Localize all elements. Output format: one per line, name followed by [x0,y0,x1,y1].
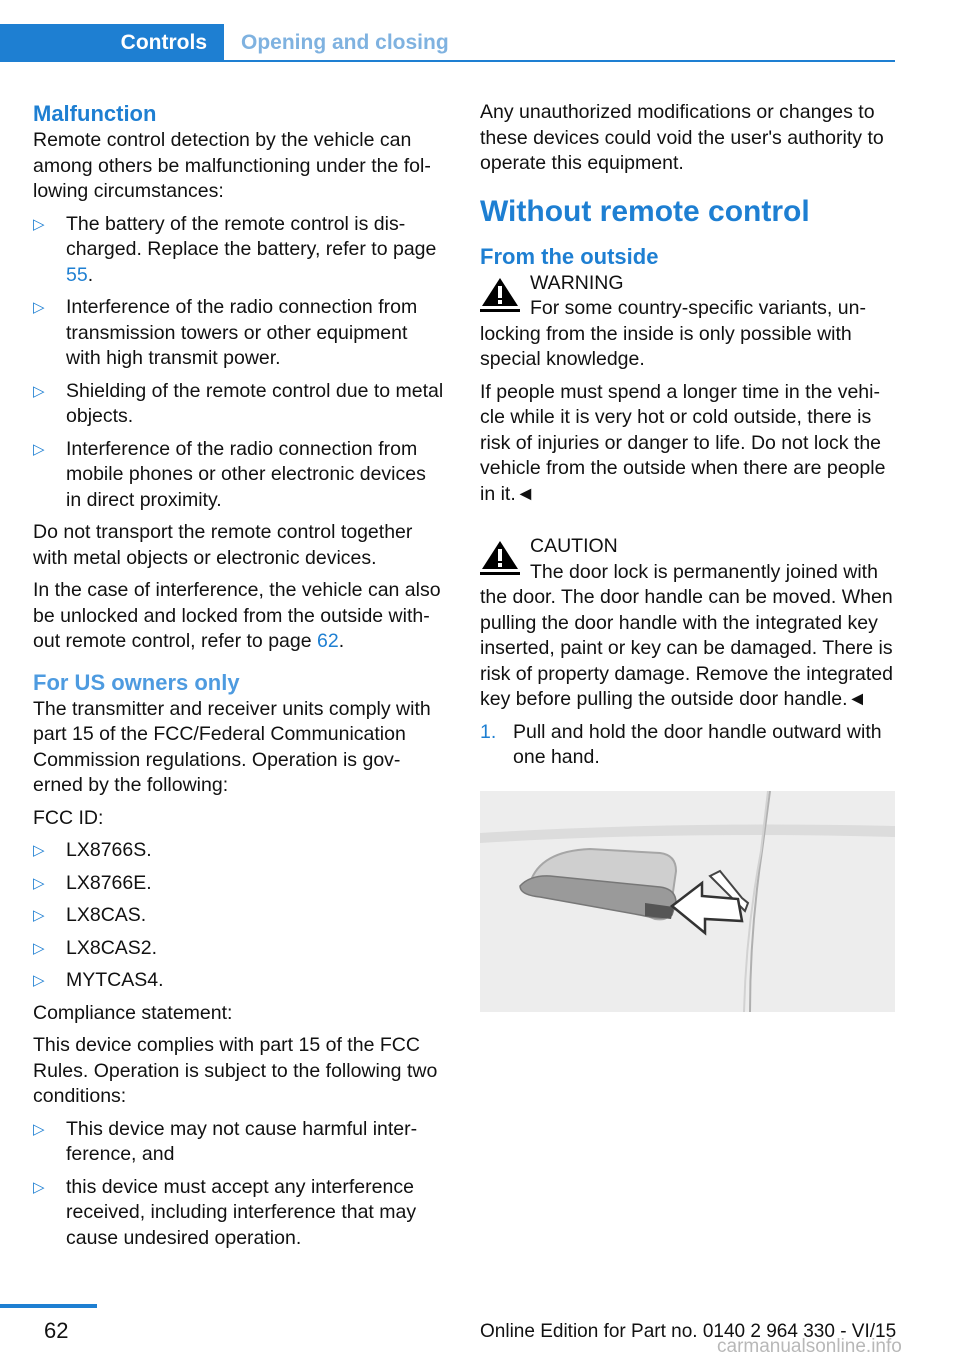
list-item-text: LX8766E. [66,871,152,894]
warning-triangle-icon [480,276,520,312]
page-link-55[interactable]: 55 [66,263,88,286]
list-item [33,1175,445,1252]
interference-text: In the case of interference, the vehicle can also be unlocked and locked from the outside with‐ out remote control, refer to page [33,579,441,652]
footer-rule [0,1304,97,1308]
chapter-header [0,24,895,62]
list-item [33,379,445,430]
list-item-text: Shielding of the remote control due to metal objects. [66,379,444,427]
list-item [33,437,445,514]
list-item [33,1117,445,1168]
bullet-triangle-icon: ▷ [33,440,45,458]
list-item [33,212,445,289]
bullet-triangle-icon: ▷ [33,215,45,233]
us-paragraph: The transmitter and receiver units comply with part 15 of the FCC/Federal Communication Commission regulations. Operation is gov‐ erned by the following: [33,697,431,796]
list-item [33,936,445,962]
caution-text-content: The door lock is permanently joined with the door. The door handle can be moved. When pulling the door handle with the integrated key inserted, paint or key can be damaged. There is risk of property damage. Remove the integrated key before pulling the outside door handle.◄ [480,560,893,710]
step-1 [480,720,896,771]
chapter-tab-controls[interactable] [0,24,224,62]
page-link-62[interactable]: 62 [317,630,339,652]
chapter-tab-label: Controls [120,31,207,54]
bullet-triangle-icon: ▷ [33,939,45,957]
list-item-text: this device must accept any interference received, including interference that may cause undesired operation. [66,1175,417,1249]
door-handle-illustration [480,791,895,1012]
bullet-triangle-icon: ▷ [33,382,45,400]
step-text: Pull and hold the door handle outward with one hand. [513,720,882,768]
warning-text [480,296,896,373]
list-item-text-end: . [87,263,94,286]
compliance-paragraph: This device complies with part 15 of the FCC Rules. Operation is subject to the following two conditions: [33,1034,438,1107]
list-item-text: LX8766S. [66,839,152,861]
list-item [33,871,445,897]
bullet-triangle-icon: ▷ [33,1178,45,1196]
us-owners-heading: For US owners only [33,669,240,695]
caution-label: CAUTION [530,535,618,557]
watermark: carmanualsonline.info [717,1336,902,1357]
list-item-text: This device may not cause harmful inter‐ ference, and [66,1117,418,1165]
malfunction-heading: Malfunction [33,101,157,126]
caution-text [480,560,896,713]
bullet-triangle-icon: ▷ [33,299,45,316]
compliance-label: Compliance statement: [33,1001,233,1024]
caution-notice [480,534,896,713]
section-tab-opening-closing[interactable]: Opening and closing [241,31,449,54]
list-item-text: LX8CAS. [66,904,147,926]
warning-text-content: For some country-specific variants, un‐ locking from the inside is only possible with special knowledge. [480,297,866,370]
subsection-heading: From the outside [480,243,659,269]
left-column [33,100,445,1258]
conditions-list [33,1117,445,1252]
right-column [480,100,896,1012]
warning-notice [480,271,896,508]
section-heading: Without remote control [480,194,810,228]
fcc-id-list [33,838,445,994]
list-item [33,968,445,994]
transport-paragraph: Do not transport the remote control together with metal objects or electronic devices. [33,521,413,569]
list-item-text: LX8CAS2. [66,936,158,959]
bullet-triangle-icon: ▷ [33,874,45,892]
list-item-text: Interference of the radio connection from transmission towers or other equipment with high transmit power. [66,296,418,369]
caution-triangle-icon [480,539,520,575]
bullet-triangle-icon: ▷ [33,1120,45,1138]
page-number: 62 [44,1318,69,1343]
malfunction-intro: Remote control detection by the vehicle can among others be malfunctioning under the fol‐ lowing circumstances: [33,129,431,202]
malfunction-list [33,212,445,514]
list-item [33,838,445,864]
list-item [33,903,445,929]
fcc-label: FCC ID: [33,806,104,829]
door-handle-image [480,791,895,1012]
list-item-text: The battery of the remote control is dis‐ charged. Replace the battery, refer to page [66,212,437,260]
interference-paragraph [33,578,445,655]
interference-text-end: . [338,630,345,652]
bullet-triangle-icon: ▷ [33,972,45,989]
step-number: 1. [480,720,497,743]
edition-text: Online Edition for Part no. 0140 2 964 330 - VI/15 [480,1321,897,1342]
bullet-triangle-icon: ▷ [33,842,45,859]
list-item-text: MYTCAS4. [66,969,164,991]
header-rule [224,60,895,62]
bullet-triangle-icon: ▷ [33,907,45,924]
modifications-paragraph: Any unauthorized modifications or changes to these devices could void the user's authority to operate this equipment. [480,101,884,174]
list-item-text: Interference of the radio connection from mobile phones or other electronic devices in direct proximity. [66,437,426,511]
warning-label: WARNING [530,271,624,294]
list-item [33,295,445,372]
warning-text-2: If people must spend a longer time in the vehi‐ cle while it is very hot or cold outside, there is risk of injuries or danger to life. Do not lock the vehicle from the outside when there are people in it.◄ [480,380,886,505]
